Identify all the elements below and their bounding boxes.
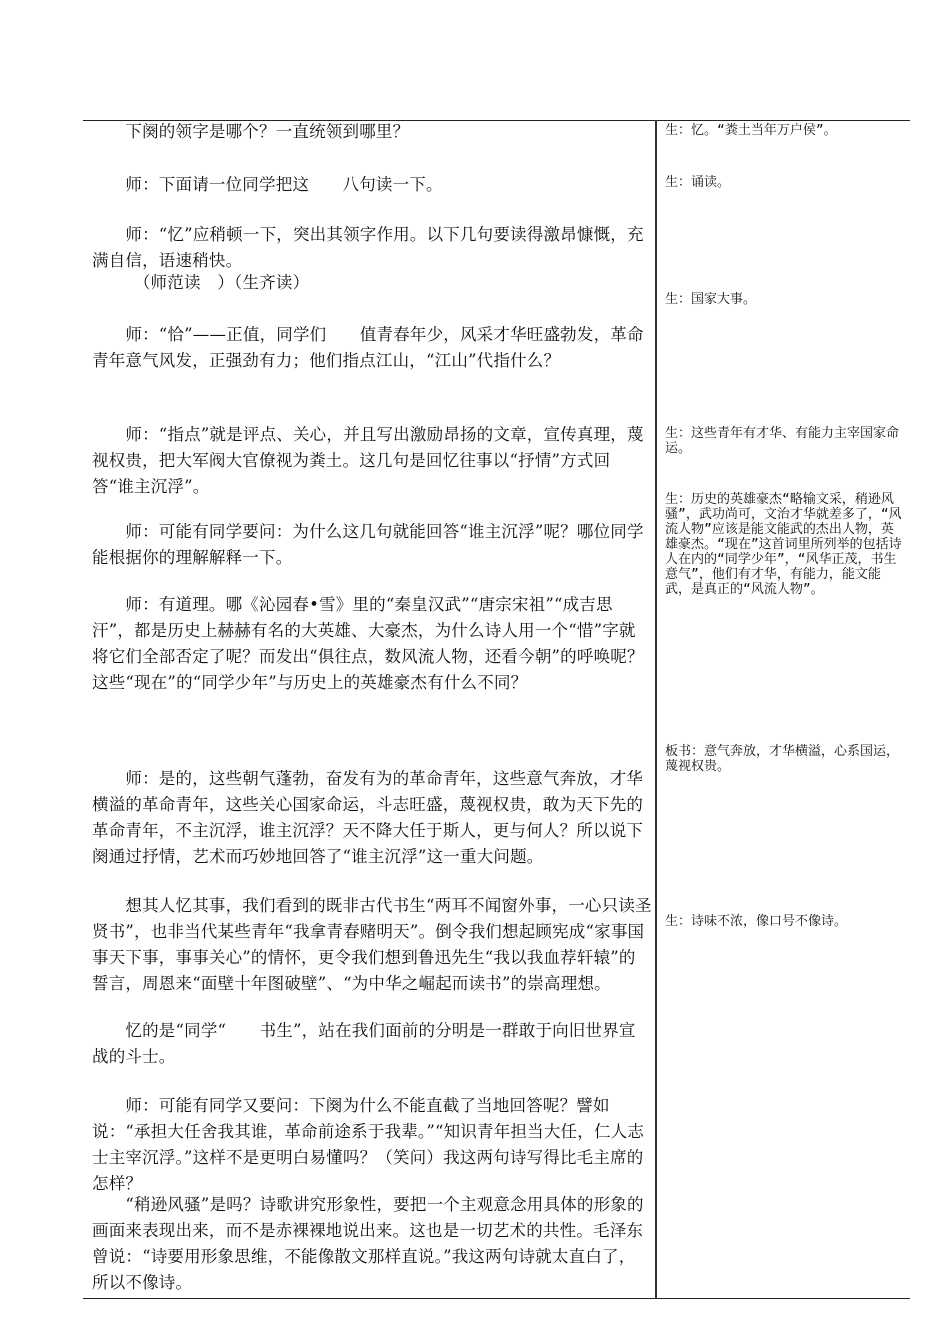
- main-paragraph-1: 下阕的领字是哪个？一直统领到哪里？: [92, 122, 410, 141]
- main-paragraph-4: （师范读 ）（生齐读）: [92, 273, 310, 292]
- main-paragraph-3: 师：“忆”应稍顿一下，突出其领字作用。以下几句要读得激昂慷慨，充满自信，语速稍快。: [92, 225, 644, 270]
- main-paragraph-2: 师：下面请一位同学把这 八句读一下。: [92, 175, 443, 194]
- side-note-5: 生：历史的英雄豪杰“略输文采，稍逊风骚”，武功尚可，文治才华就差多了，“风流人物”应该是能文能武的杰出人物，英雄豪杰。“现在”这首词里所列举的包括诗人在内的“同学少年”，“风华正茂，书生意气”，他们有才华，有能力，能文能武，是真正的“风流人物”。: [665, 492, 902, 597]
- main-paragraph-11: 忆的是“同学“ 书生”，站在我们面前的分明是一群敢于向旧世界宣战的斗士。: [92, 1021, 636, 1066]
- main-paragraph-10: 想其人忆其事，我们看到的既非古代书生“两耳不闻窗外事，一心只读圣贤书”，也非当代某些青年“我拿青春赌明天”。倒令我们想起顾宪成“家事国事天下事，事事关心”的情怀，更令我们想到鲁迅先生“我以我血荐轩辕”的誓言，周恩来“面壁十年图破壁”、“为中华之崛起而读书”的崇高理想。: [92, 896, 652, 993]
- main-paragraph-12: 师：可能有同学又要问：下阕为什么不能直截了当地回答呢？譬如说：“承担大任舍我其谁，革命前途系于我辈。”“知识青年担当大任，仁人志士主宰沉浮。”这样不是更明白易懂吗？（笑问）我这两句诗写得比毛主席的怎样？: [92, 1096, 645, 1193]
- main-paragraph-8: 师：有道理。哪《沁园春•雪》里的“秦皇汉武”“唐宗宋祖”“成吉思汗”，都是历史上赫赫有名的大英雄、大豪杰，为什么诗人用一个“惜”字就将它们全部否定了呢？而发出“俱往点，数风流人物，还看今朝”的呼唤呢？这些“现在”的“同学少年”与历史上的英雄豪杰有什么不同？: [92, 595, 644, 692]
- main-paragraph-9: 师：是的，这些朝气蓬勃，奋发有为的革命青年，这些意气奔放，才华横溢的革命青年，这些关心国家命运，斗志旺盛，蔑视权贵，敢为天下先的革命青年，不主沉浮，谁主沉浮？天不降大任于斯人，更与何人？所以说下阕通过抒情，艺术而巧妙地回答了“谁主沉浮”这一重大问题。: [92, 769, 644, 866]
- main-paragraph-7: 师：可能有同学要问：为什么这几句就能回答“谁主沉浮”呢？哪位同学能根据你的理解解释一下。: [92, 522, 644, 567]
- main-paragraph-5: 师：“恰”——正值，同学们 值青春年少，风采才华旺盛勃发，革命青年意气风发，正强劲有力；他们指点江山，“江山”代指什么？: [92, 325, 644, 370]
- column-divider: [655, 120, 657, 1299]
- side-note-3: 生：国家大事。: [665, 292, 757, 307]
- side-note-4: 生：这些青年有才华、有能力主宰国家命运。: [665, 426, 900, 456]
- main-paragraph-13: “稍逊风骚”是吗？诗歌讲究形象性，要把一个主观意念用具体的形象的画面来表现出来，而不是赤裸裸地说出来。这也是一切艺术的共性。毛泽东曾说：“诗要用形象思维，不能像散文那样直说。”我这两句诗就太直白了，所以不像诗。: [92, 1195, 644, 1292]
- board-note: 板书：意气奔放，才华横溢，心系国运，蔑视权贵。: [665, 744, 900, 774]
- table-bottom-border: [83, 1298, 910, 1299]
- side-note-2: 生：诵读。: [665, 175, 731, 190]
- main-paragraph-6: 师：“指点”就是评点、关心，并且写出激励昂扬的文章，宣传真理，蔑视权贵，把大军阀大官僚视为粪土。这几句是回忆往事以“抒情”方式回答“谁主沉浮”。: [92, 425, 644, 496]
- side-note-7: 生：诗味不浓，像口号不像诗。: [665, 914, 848, 929]
- side-note-1: 生：忆。“粪土当年万户侯”。: [665, 123, 837, 138]
